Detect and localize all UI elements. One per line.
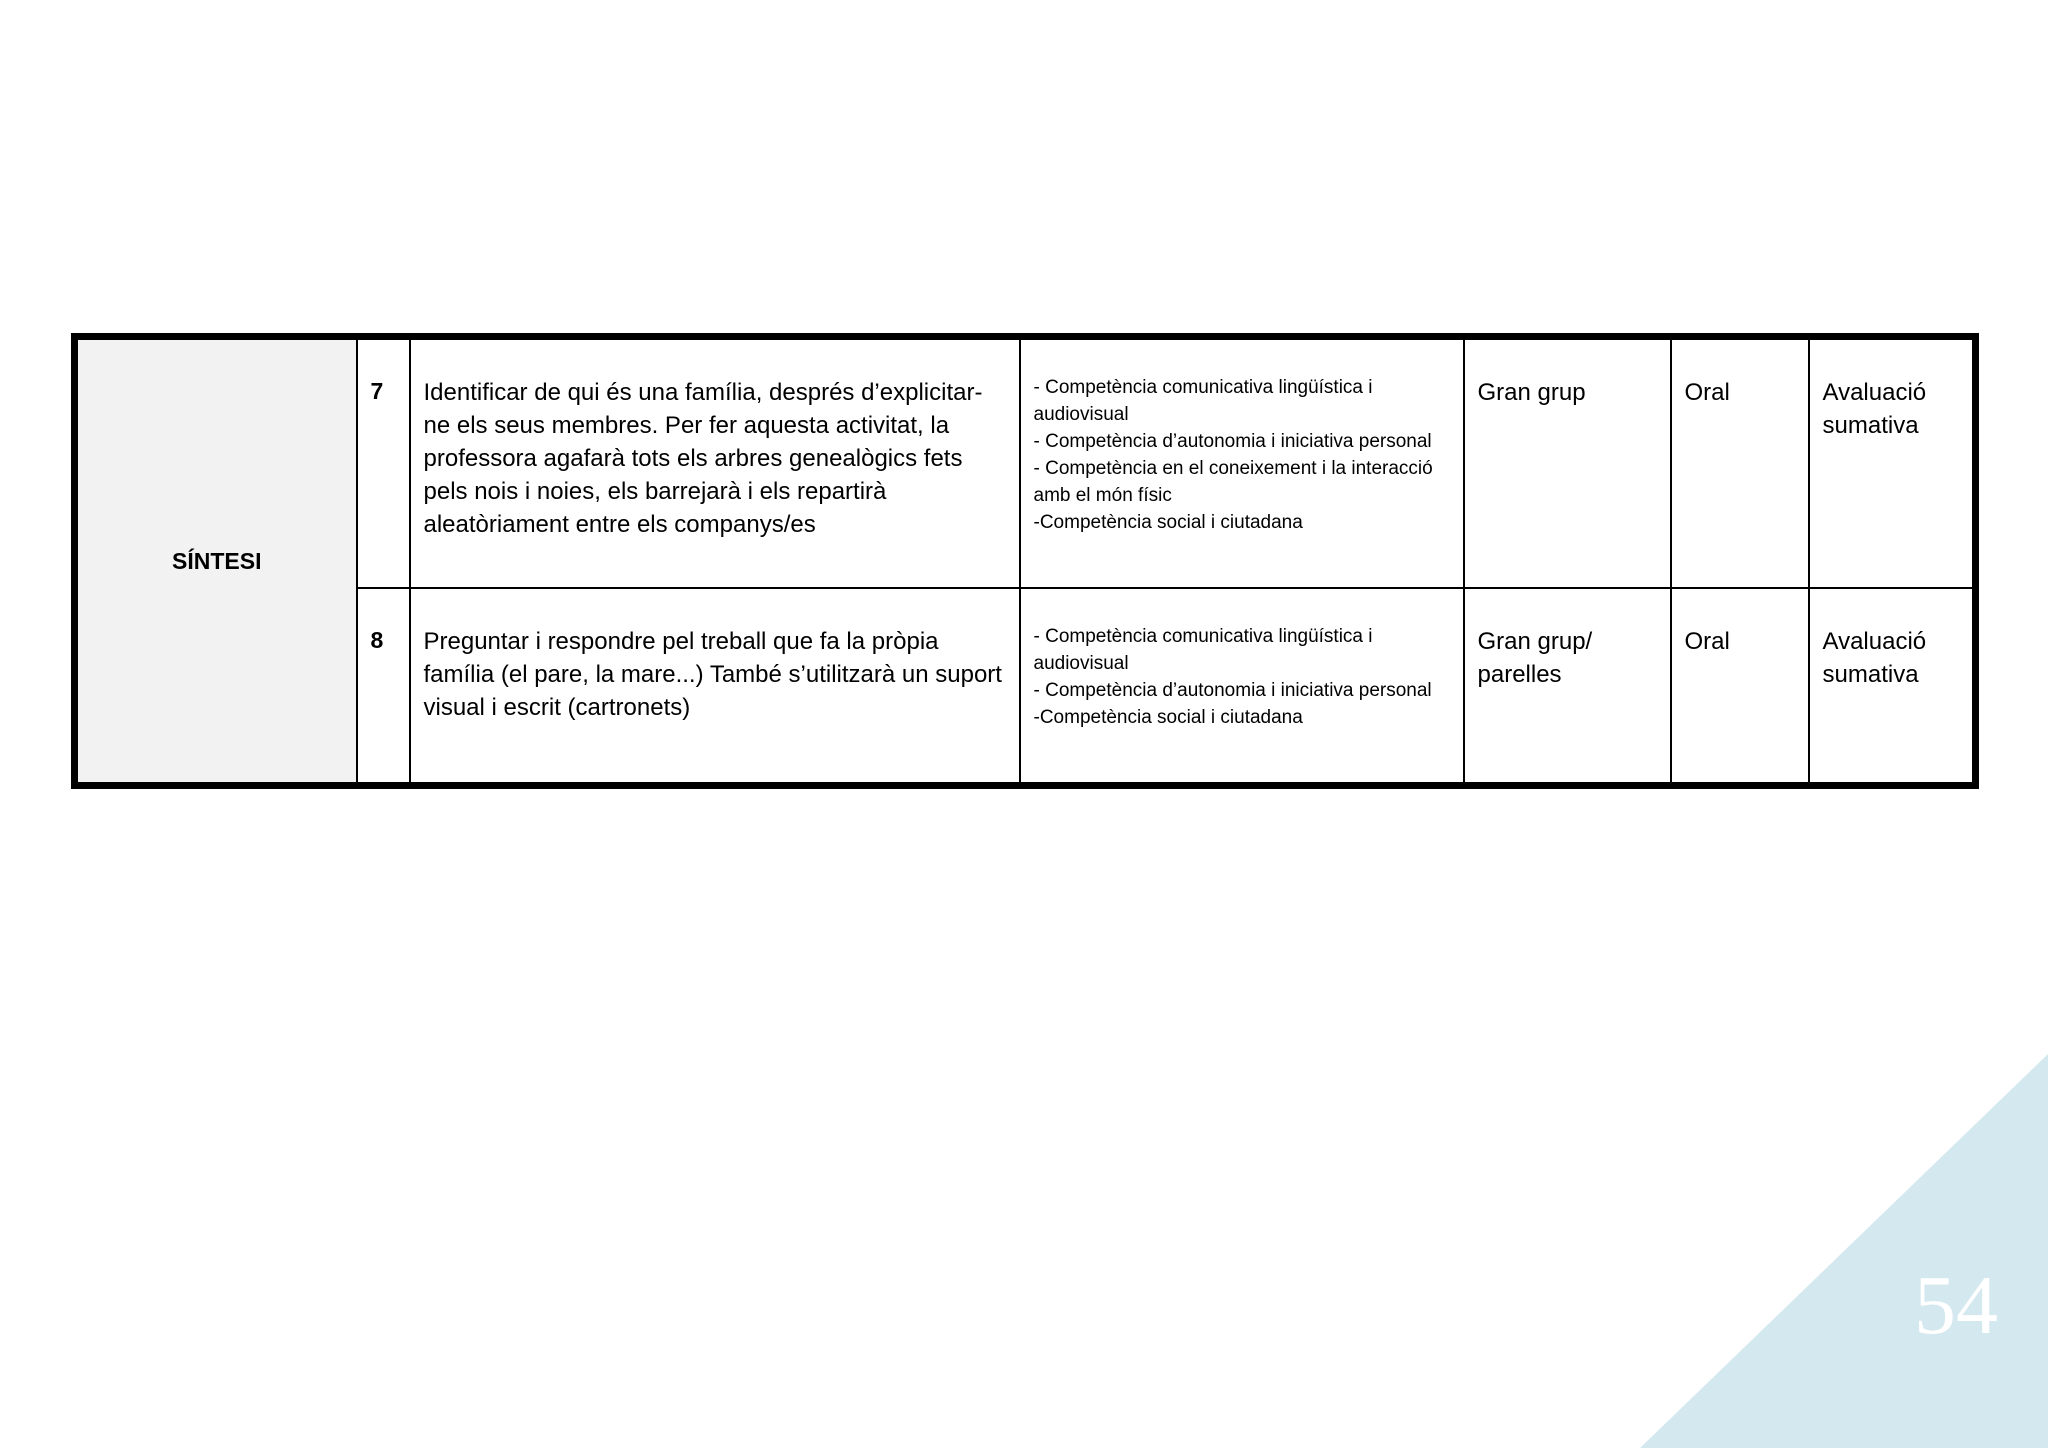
table-row (75, 337, 1976, 589)
grouping: Gran grup (1464, 337, 1671, 589)
activity-description: Identificar de qui és una família, després d’explicitar-ne els seus membres. Per fer aquesta activitat, la professora agafarà tots els arbres genealògics fets pels nois i noies, els barrejarà i els repartirà aleatòriament entre els companys/es (410, 337, 1020, 589)
competences-list (1020, 337, 1464, 589)
competence-item: - Competència comunicativa lingüística i audiovisual (1033, 377, 1373, 425)
table-row (75, 588, 1976, 785)
competence-item: -Competència social i ciutadana (1033, 707, 1303, 729)
competence-item: -Competència social i ciutadana (1033, 512, 1303, 533)
activity-type: Oral (1671, 588, 1809, 785)
activity-description: Preguntar i respondre pel treball que fa la pròpia família (el pare, la mare...) També s’utilitzarà un suport visual i escrit (cartronets) (410, 588, 1020, 785)
grouping: Gran grup/ parelles (1464, 588, 1671, 785)
competences-list (1020, 588, 1464, 785)
competence-item: - Competència d’autonomia i iniciativa personal (1033, 431, 1432, 452)
activity-type: Oral (1671, 337, 1809, 589)
evaluation: Avaluació sumativa (1809, 337, 1976, 589)
competence-item: - Competència en el coneixement i la interacció amb el món físic (1033, 458, 1433, 506)
activities-table (71, 333, 1979, 789)
corner-decoration (1640, 1054, 2048, 1448)
competence-item: - Competència comunicativa lingüística i audiovisual (1033, 626, 1373, 675)
activity-number: 7 (357, 337, 410, 589)
competence-item: - Competència d’autonomia i iniciativa personal (1033, 680, 1432, 702)
phase-label: SÍNTESI (75, 337, 357, 786)
activity-number: 8 (357, 588, 410, 785)
evaluation: Avaluació sumativa (1809, 588, 1976, 785)
page-number: 54 (1914, 1259, 1998, 1352)
